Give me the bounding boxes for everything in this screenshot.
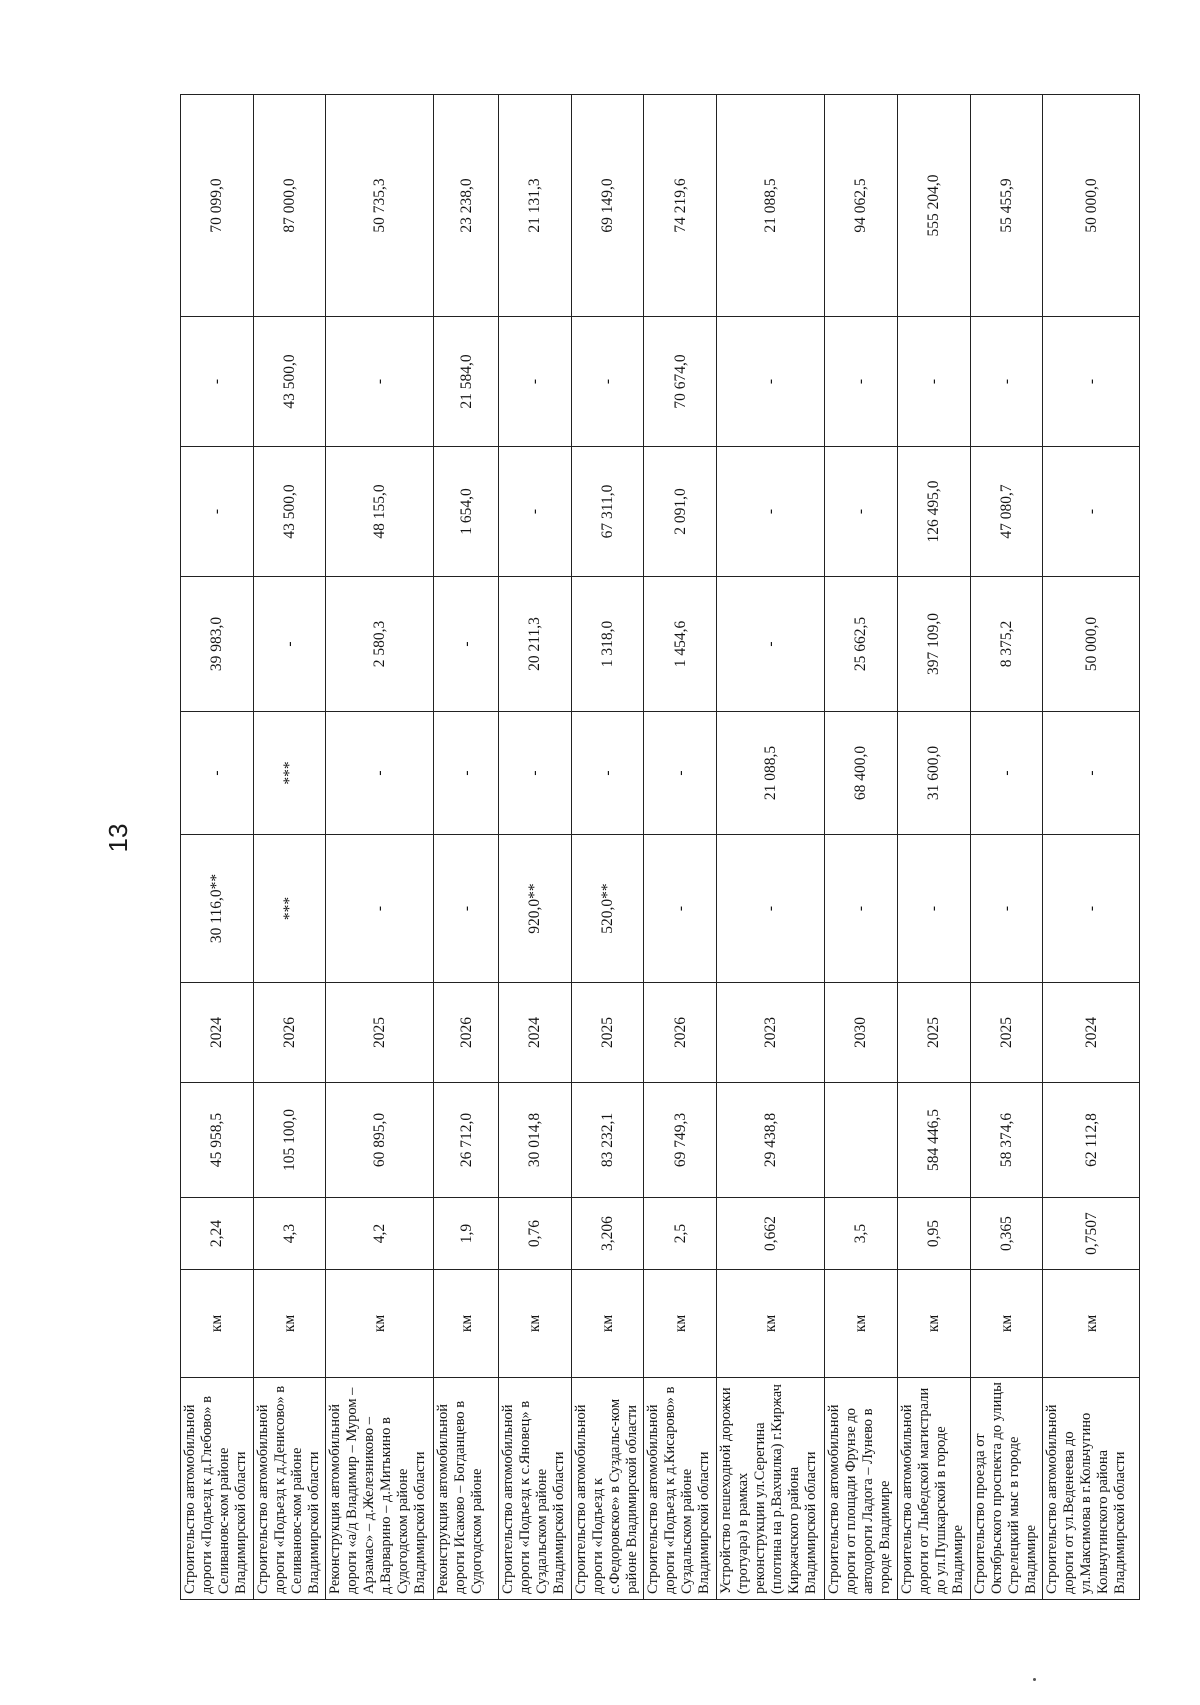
capacity-cell: 0,76: [498, 1198, 571, 1270]
object-name-cell: Строительство автомобильной дороги «Подъезд к д.Денисово» в Селивановс-ком районе Владимирской области: [253, 1378, 326, 1600]
object-name-cell: Строительство проезда от Октябрьского проспекта до улицы Стрелецкий мыс в городе Владимире: [970, 1378, 1043, 1600]
funding-total-cell: 55 455,9: [970, 95, 1043, 317]
funding-col-3-cell: 25 662,5: [825, 577, 898, 712]
table-row: [326, 95, 434, 1600]
funding-col-5-cell: -: [326, 317, 434, 447]
funding-total-cell: 21 088,5: [717, 95, 825, 317]
table-row: [825, 95, 898, 1600]
funding-total-cell: 70 099,0: [181, 95, 254, 317]
funding-col-1-cell: -: [897, 835, 970, 983]
funding-col-1-cell: -: [434, 835, 498, 983]
completion-year-cell: 2030: [825, 983, 898, 1083]
funding-col-3-cell: 39 983,0: [181, 577, 254, 712]
funding-col-2-cell: 31 600,0: [897, 712, 970, 835]
table-row: [644, 95, 717, 1600]
funding-col-5-cell: 43 500,0: [253, 317, 326, 447]
funding-col-4-cell: -: [1043, 447, 1140, 577]
object-name-cell: Строительство автомобильной дороги «Подъезд к с.Федоровское» в Суздальс-ком районе Владимирской области: [571, 1378, 644, 1600]
funding-col-5-cell: -: [825, 317, 898, 447]
funding-col-3-cell: 50 000,0: [1043, 577, 1140, 712]
completion-year-cell: 2026: [644, 983, 717, 1083]
estimated-cost-cell: 58 374,6: [970, 1083, 1043, 1198]
estimated-cost-cell: 45 958,5: [181, 1083, 254, 1198]
unit-cell: км: [897, 1270, 970, 1378]
funding-col-3-cell: 397 109,0: [897, 577, 970, 712]
funding-col-1-cell: 30 116,0**: [181, 835, 254, 983]
funding-col-1-cell: -: [825, 835, 898, 983]
capacity-cell: 4,2: [326, 1198, 434, 1270]
completion-year-cell: 2025: [571, 983, 644, 1083]
estimated-cost-cell: 584 446,5: [897, 1083, 970, 1198]
funding-col-2-cell: -: [970, 712, 1043, 835]
funding-col-1-cell: -: [1043, 835, 1140, 983]
funding-col-1-cell: -: [326, 835, 434, 983]
unit-cell: км: [434, 1270, 498, 1378]
capacity-cell: 4,3: [253, 1198, 326, 1270]
funding-col-3-cell: 1 318,0: [571, 577, 644, 712]
funding-col-1-cell: -: [970, 835, 1043, 983]
funding-total-cell: 74 219,6: [644, 95, 717, 317]
completion-year-cell: 2026: [434, 983, 498, 1083]
funding-col-4-cell: 48 155,0: [326, 447, 434, 577]
unit-cell: км: [717, 1270, 825, 1378]
funding-col-3-cell: 20 211,3: [498, 577, 571, 712]
funding-col-5-cell: 21 584,0: [434, 317, 498, 447]
funding-col-2-cell: 21 088,5: [717, 712, 825, 835]
estimated-cost-cell: 69 749,3: [644, 1083, 717, 1198]
funding-col-3-cell: -: [717, 577, 825, 712]
completion-year-cell: 2025: [897, 983, 970, 1083]
funding-col-4-cell: -: [717, 447, 825, 577]
funding-total-cell: 23 238,0: [434, 95, 498, 317]
funding-col-5-cell: 70 674,0: [644, 317, 717, 447]
table-row: [897, 95, 970, 1600]
completion-year-cell: 2024: [498, 983, 571, 1083]
table-row: [970, 95, 1043, 1600]
funding-total-cell: 50 000,0: [1043, 95, 1140, 317]
funding-col-2-cell: -: [571, 712, 644, 835]
funding-col-1-cell: ***: [253, 835, 326, 983]
capacity-cell: 0,662: [717, 1198, 825, 1270]
table-row: [181, 95, 254, 1600]
funding-col-4-cell: 126 495,0: [897, 447, 970, 577]
object-name-cell: Строительство автомобильной дороги «Подъезд к д.Кисарово» в Суздальском районе Владимирской области: [644, 1378, 717, 1600]
funding-col-5-cell: -: [498, 317, 571, 447]
funding-col-5-cell: -: [717, 317, 825, 447]
table-row: [1043, 95, 1140, 1600]
capacity-cell: 3,206: [571, 1198, 644, 1270]
funding-col-2-cell: -: [644, 712, 717, 835]
unit-cell: км: [326, 1270, 434, 1378]
scan-speck: [1033, 1678, 1036, 1681]
funding-col-4-cell: -: [181, 447, 254, 577]
funding-col-5-cell: -: [571, 317, 644, 447]
funding-col-5-cell: -: [181, 317, 254, 447]
funding-col-5-cell: -: [1043, 317, 1140, 447]
funding-col-4-cell: 1 654,0: [434, 447, 498, 577]
object-name-cell: Строительство автомобильной дороги «Подъезд к д.Глебово» в Селивановс-ком районе Владимирской области: [181, 1378, 254, 1600]
funding-col-2-cell: -: [181, 712, 254, 835]
unit-cell: км: [253, 1270, 326, 1378]
unit-cell: км: [1043, 1270, 1140, 1378]
table-row: [498, 95, 571, 1600]
table-row: [717, 95, 825, 1600]
funding-col-1-cell: -: [717, 835, 825, 983]
estimated-cost-cell: 62 112,8: [1043, 1083, 1140, 1198]
capacity-cell: 0,7507: [1043, 1198, 1140, 1270]
unit-cell: км: [498, 1270, 571, 1378]
completion-year-cell: 2025: [970, 983, 1043, 1083]
funding-col-2-cell: -: [326, 712, 434, 835]
funding-total-cell: 555 204,0: [897, 95, 970, 317]
rotated-table-container: [180, 95, 1140, 1600]
completion-year-cell: 2025: [326, 983, 434, 1083]
funding-col-2-cell: -: [498, 712, 571, 835]
estimated-cost-cell: 29 438,8: [717, 1083, 825, 1198]
object-name-cell: Строительство автомобильной дороги от ул.Веденеева до ул.Максимова в г.Кольчугино Кольчугинского района Владимирской области: [1043, 1378, 1140, 1600]
funding-col-4-cell: 67 311,0: [571, 447, 644, 577]
funding-total-cell: 69 149,0: [571, 95, 644, 317]
funding-col-3-cell: -: [253, 577, 326, 712]
funding-col-2-cell: ***: [253, 712, 326, 835]
unit-cell: км: [970, 1270, 1043, 1378]
funding-col-1-cell: 920,0**: [498, 835, 571, 983]
completion-year-cell: 2023: [717, 983, 825, 1083]
funding-col-5-cell: -: [897, 317, 970, 447]
completion-year-cell: 2024: [1043, 983, 1140, 1083]
table-body: [181, 95, 1140, 1600]
object-name-cell: Строительство автомобильной дороги от Лыбедской магистрали до ул.Пушкарской в городе Владимире: [897, 1378, 970, 1600]
funding-col-1-cell: -: [644, 835, 717, 983]
table-row: [253, 95, 326, 1600]
capacity-cell: 0,365: [970, 1198, 1043, 1270]
object-name-cell: Строительство автомобильной дороги «Подъезд к с.Яновец» в Суздальском районе Владимирской области: [498, 1378, 571, 1600]
estimated-cost-cell: 60 895,0: [326, 1083, 434, 1198]
funding-col-1-cell: 520,0**: [571, 835, 644, 983]
funding-col-5-cell: -: [970, 317, 1043, 447]
funding-col-2-cell: -: [434, 712, 498, 835]
object-name-cell: Реконструкция автомобильной дороги «а/д Владимир – Муром – Арзамас» – д.Железниково – д.Варварино – д.Митькино в Судогодском районе Владимирской области: [326, 1378, 434, 1600]
unit-cell: км: [571, 1270, 644, 1378]
capacity-cell: 0,95: [897, 1198, 970, 1270]
funding-col-4-cell: -: [498, 447, 571, 577]
funding-total-cell: 87 000,0: [253, 95, 326, 317]
funding-total-cell: 94 062,5: [825, 95, 898, 317]
table-row: [434, 95, 498, 1600]
funding-col-3-cell: 8 375,2: [970, 577, 1043, 712]
unit-cell: км: [181, 1270, 254, 1378]
object-name-cell: Строительство автомобильной дороги от площади Фрунзе до автодороги Ладога – Лунево в городе Владимире: [825, 1378, 898, 1600]
funding-col-4-cell: 2 091,0: [644, 447, 717, 577]
estimated-cost-cell: 83 232,1: [571, 1083, 644, 1198]
object-name-cell: Реконструкция автомобильной дороги Исаково – Богданцево в Судогодском районе: [434, 1378, 498, 1600]
estimated-cost-cell: 26 712,0: [434, 1083, 498, 1198]
investment-table: [180, 94, 1140, 1600]
capacity-cell: 3,5: [825, 1198, 898, 1270]
capacity-cell: 2,24: [181, 1198, 254, 1270]
funding-col-2-cell: -: [1043, 712, 1140, 835]
funding-col-4-cell: 47 080,7: [970, 447, 1043, 577]
funding-total-cell: 21 131,3: [498, 95, 571, 317]
estimated-cost-cell: [825, 1083, 898, 1198]
funding-col-4-cell: -: [825, 447, 898, 577]
funding-col-4-cell: 43 500,0: [253, 447, 326, 577]
unit-cell: км: [825, 1270, 898, 1378]
funding-col-3-cell: -: [434, 577, 498, 712]
completion-year-cell: 2024: [181, 983, 254, 1083]
funding-col-3-cell: 1 454,6: [644, 577, 717, 712]
capacity-cell: 1,9: [434, 1198, 498, 1270]
estimated-cost-cell: 30 014,8: [498, 1083, 571, 1198]
estimated-cost-cell: 105 100,0: [253, 1083, 326, 1198]
completion-year-cell: 2026: [253, 983, 326, 1083]
funding-total-cell: 50 735,3: [326, 95, 434, 317]
unit-cell: км: [644, 1270, 717, 1378]
funding-col-2-cell: 68 400,0: [825, 712, 898, 835]
page-number: 13: [103, 823, 133, 853]
capacity-cell: 2,5: [644, 1198, 717, 1270]
funding-col-3-cell: 2 580,3: [326, 577, 434, 712]
object-name-cell: Устройство пешеходной дорожки (тротуара) в рамках реконструкции ул.Серегина (плотина на р.Вахчилка) г.Киржач Киржачского района Владимирской области: [717, 1378, 825, 1600]
table-row: [571, 95, 644, 1600]
